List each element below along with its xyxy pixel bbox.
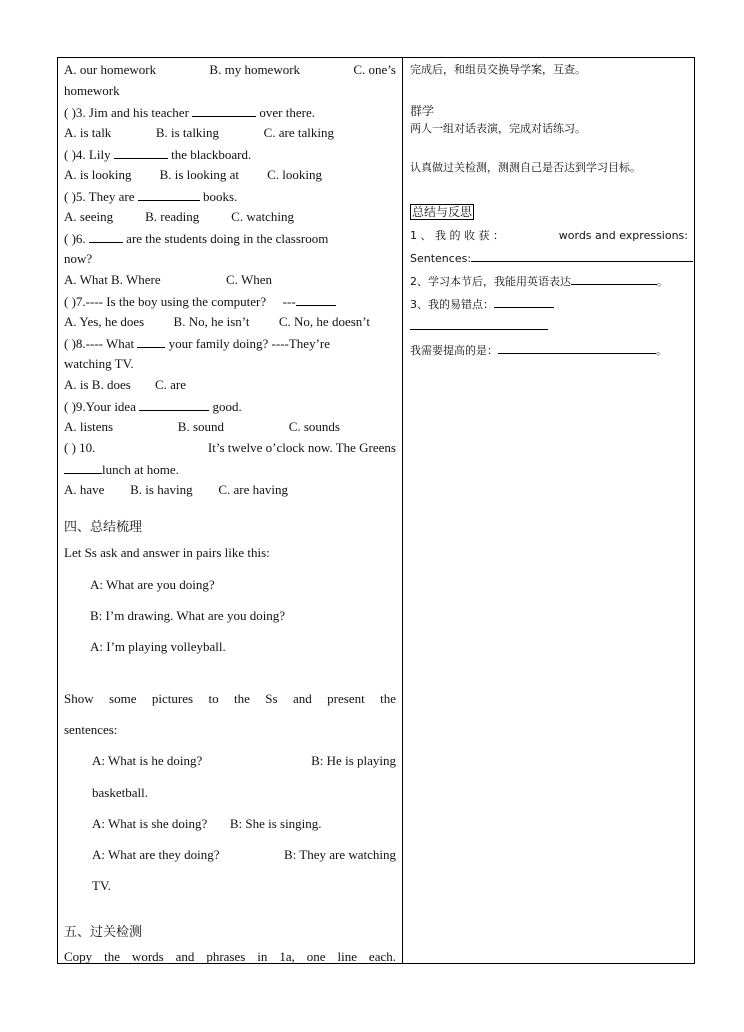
q10-blank bbox=[64, 461, 102, 474]
worksheet-table bbox=[57, 57, 695, 964]
q6-option-c: C. When bbox=[226, 272, 272, 287]
q8-stem: ( )8.---- What bbox=[64, 336, 135, 351]
q8-tail: your family doing? ----They’re bbox=[168, 336, 331, 351]
q8-option-c: C. are bbox=[154, 377, 186, 392]
q5-stem: ( )5. They are bbox=[64, 189, 135, 204]
q6-blank bbox=[89, 230, 123, 243]
q2-option-b: B. my homework bbox=[209, 62, 301, 77]
q8-blank bbox=[137, 335, 165, 348]
q3-options bbox=[64, 125, 334, 141]
express-blank bbox=[571, 272, 657, 285]
sentences-label: Sentences: bbox=[410, 252, 472, 265]
q10-continuation bbox=[64, 461, 179, 478]
question-5 bbox=[64, 188, 237, 205]
q7-option-b: B. No, he isn’t bbox=[173, 314, 250, 329]
q5-options bbox=[64, 209, 294, 225]
gains-label: 1 、 我 的 收 获 ： bbox=[410, 229, 504, 242]
q3-option-c: C. are talking bbox=[263, 125, 334, 140]
example-1-continuation: basketball. bbox=[92, 785, 148, 800]
q10-option-b: B. is having bbox=[130, 482, 193, 497]
q10-option-c: C. are having bbox=[218, 482, 288, 497]
q2-option-a: A. our homework bbox=[64, 62, 157, 77]
question-3 bbox=[64, 104, 315, 121]
mistakes-line-2 bbox=[410, 317, 548, 334]
q4-option-a: A. is looking bbox=[64, 167, 132, 182]
q4-blank bbox=[114, 146, 168, 159]
q3-stem: ( )3. Jim and his teacher bbox=[64, 105, 189, 120]
sentences-line bbox=[410, 249, 693, 266]
q6-stem: ( )6. bbox=[64, 231, 86, 246]
example-1 bbox=[92, 753, 396, 769]
improve-label: 我需要提高的是： bbox=[410, 344, 498, 357]
example-1-q: A: What is he doing? bbox=[92, 753, 203, 768]
show-pictures-line: Show some pictures to the Ss and present the bbox=[64, 691, 396, 706]
q7-tail: --- bbox=[282, 294, 296, 309]
q3-tail: over there. bbox=[259, 105, 315, 120]
q9-option-b: B. sound bbox=[177, 419, 225, 434]
q2-option-c: C. one’s bbox=[353, 62, 396, 77]
q7-option-c: C. No, he doesn’t bbox=[278, 314, 370, 329]
q2-options bbox=[64, 62, 396, 78]
group-study-title: 群学 bbox=[410, 104, 435, 118]
dialog-line-1: A: What are you doing? bbox=[90, 577, 215, 592]
question-10 bbox=[64, 440, 396, 456]
mistakes-blank-2 bbox=[410, 317, 548, 330]
section-4-intro: Let Ss ask and answer in pairs like this: bbox=[64, 545, 270, 560]
q5-option-a: A. seeing bbox=[64, 209, 114, 224]
exchange-note: 完成后，和组员交换导学案，互查。 bbox=[410, 63, 586, 76]
question-4 bbox=[64, 146, 251, 163]
example-2 bbox=[92, 816, 322, 832]
improve-line bbox=[410, 341, 667, 358]
express-end: 。 bbox=[657, 275, 668, 288]
dialog-line-3: A: I’m playing volleyball. bbox=[90, 639, 226, 654]
example-2-a: B: She is singing. bbox=[229, 816, 322, 831]
express-label: 2、学习本节后，我能用英语表达 bbox=[410, 275, 571, 288]
example-3-a: B: They are watching bbox=[283, 847, 396, 862]
q9-option-a: A. listens bbox=[64, 419, 114, 434]
q3-option-b: B. is talking bbox=[155, 125, 220, 140]
sentences-blank bbox=[471, 249, 693, 262]
dialog-line-2: B: I’m drawing. What are you doing? bbox=[90, 608, 286, 623]
example-3-continuation: TV. bbox=[92, 878, 111, 893]
q5-tail: books. bbox=[203, 189, 238, 204]
q10-stem: ( ) 10. bbox=[64, 440, 96, 455]
section-5-title: 五、过关检测 bbox=[64, 925, 143, 940]
section-5-line: Copy the words and phrases in 1a, one line each. bbox=[64, 949, 396, 964]
q9-tail: good. bbox=[212, 399, 242, 414]
q6-options bbox=[64, 272, 272, 288]
q9-options bbox=[64, 419, 340, 435]
q10-option-a: A. have bbox=[64, 482, 105, 497]
q6-continuation: now? bbox=[64, 251, 93, 266]
q10-options bbox=[64, 482, 288, 498]
mistakes-label: 3、我的易错点： bbox=[410, 298, 494, 311]
q5-option-b: B. reading bbox=[145, 209, 200, 224]
q7-options bbox=[64, 314, 370, 330]
q4-tail: the blackboard. bbox=[171, 147, 252, 162]
question-6 bbox=[64, 230, 328, 247]
group-study-text: 两人一组对话表演，完成对话练习。 bbox=[410, 122, 586, 135]
question-9 bbox=[64, 398, 242, 415]
q4-options bbox=[64, 167, 322, 183]
gains-words: words and expressions: bbox=[558, 229, 688, 242]
q9-blank bbox=[139, 398, 209, 411]
q8-option-ab: A. is B. does bbox=[64, 377, 131, 392]
q6-option-ab: A. What B. Where bbox=[64, 272, 161, 287]
self-check-text: 认真做过关检测，测测自己是否达到学习目标。 bbox=[410, 161, 641, 174]
show-pictures-line-2: sentences: bbox=[64, 722, 118, 737]
q3-blank bbox=[192, 104, 256, 117]
q5-blank bbox=[138, 188, 200, 201]
q8-continuation: watching TV. bbox=[64, 356, 134, 371]
example-2-q: A: What is she doing? bbox=[92, 816, 208, 831]
q10-text: It’s twelve o’clock now. The Greens bbox=[207, 440, 396, 455]
q7-option-a: A. Yes, he does bbox=[64, 314, 145, 329]
q4-option-c: C. looking bbox=[267, 167, 322, 182]
example-1-a: B: He is playing bbox=[311, 753, 396, 768]
q3-option-a: A. is talk bbox=[64, 125, 112, 140]
improve-blank bbox=[498, 341, 656, 354]
example-3-q: A: What are they doing? bbox=[92, 847, 220, 862]
q5-option-c: C. watching bbox=[231, 209, 294, 224]
q7-stem: ( )7.---- Is the boy using the computer? bbox=[64, 294, 267, 309]
q10-cont-text: lunch at home. bbox=[102, 462, 179, 477]
q4-stem: ( )4. Lily bbox=[64, 147, 111, 162]
question-7 bbox=[64, 293, 336, 310]
q2-continuation: homework bbox=[64, 83, 120, 98]
q6-tail: are the students doing in the classroom bbox=[126, 231, 329, 246]
example-3 bbox=[92, 847, 396, 863]
q9-option-c: C. sounds bbox=[288, 419, 340, 434]
q4-option-b: B. is looking at bbox=[159, 167, 240, 182]
q8-options bbox=[64, 377, 186, 393]
column-divider bbox=[402, 58, 403, 963]
summary-title: 总结与反思 bbox=[412, 205, 473, 219]
question-8 bbox=[64, 335, 330, 352]
mistakes-line bbox=[410, 295, 554, 312]
section-4-title: 四、总结梳理 bbox=[64, 520, 143, 535]
summary-title-wrap bbox=[410, 205, 474, 220]
q7-blank bbox=[296, 293, 336, 306]
improve-end: 。 bbox=[656, 344, 667, 357]
mistakes-blank bbox=[494, 295, 554, 308]
gains-line bbox=[410, 229, 688, 243]
express-line bbox=[410, 272, 668, 289]
q9-stem: ( )9.Your idea bbox=[64, 399, 136, 414]
